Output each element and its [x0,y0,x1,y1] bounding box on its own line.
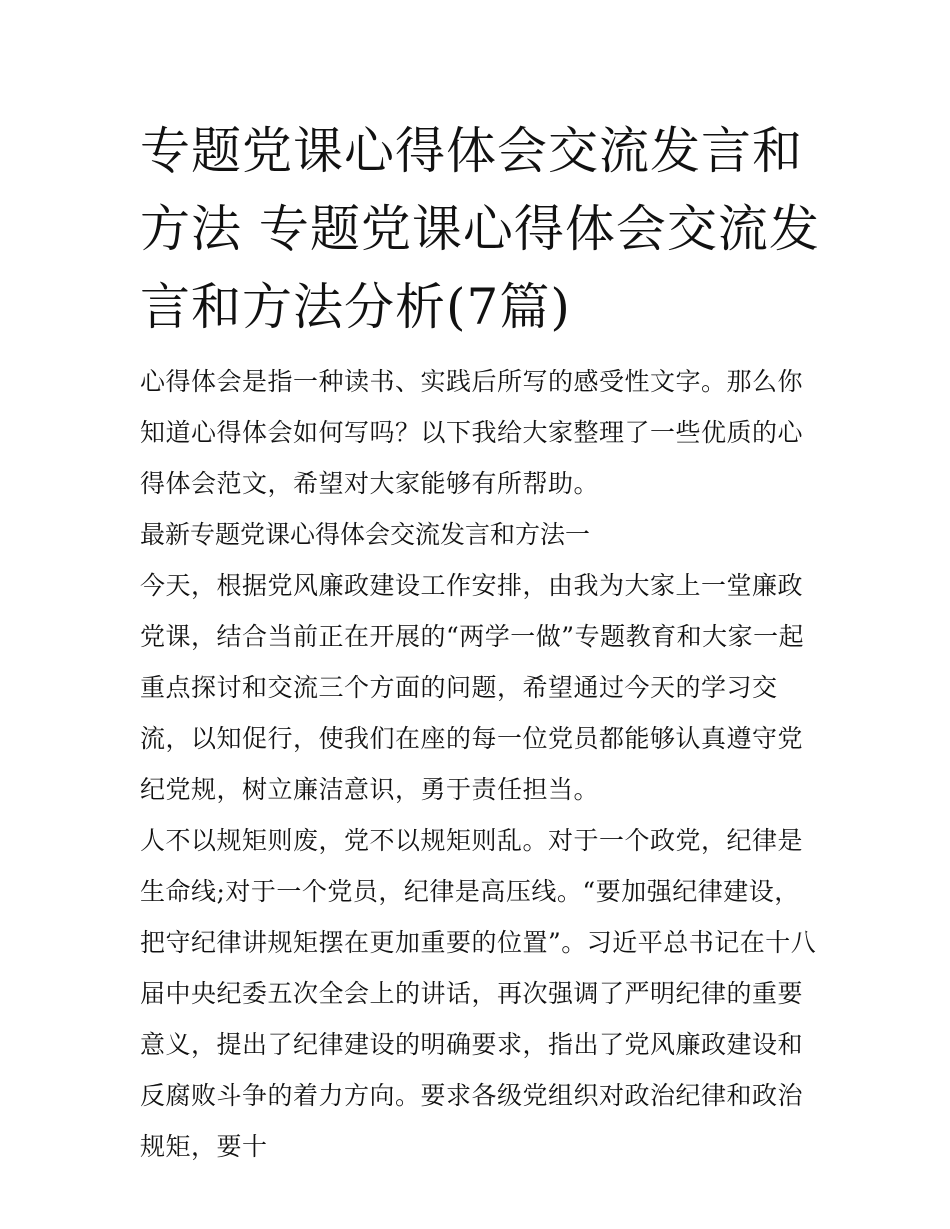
document-body [140,356,820,1172]
section-heading: 最新专题党课心得体会交流发言和方法一 [140,520,591,549]
body-paragraph-2: 人不以规矩则废，党不以规矩则乱。对于一个政党，纪律是生命线;对于一个党员，纪律是高压线。“要加强纪律建设，把守纪律讲规矩摆在更加重要的位置”。习近平总书记在十八届中央纪委五次全会上的讲话，再次强调了严明纪律的重要意义，提出了纪律建设的明确要求，指出了党风廉政建设和反腐败斗争的着力方向。要求各级党组织对政治纪律和政治规矩，要十 [140,826,817,1161]
document-title: 专题党课心得体会交流发言和方法 专题党课心得体会交流发言和方法分析(7篇) [140,122,820,336]
body-paragraph-1: 今天，根据党风廉政建设工作安排，由我为大家上一堂廉政党课，结合当前正在开展的“两学一做”专题教育和大家一起重点探讨和交流三个方面的问题，希望通过今天的学习交流，以知促行，使我们在座的每一位党员都能够认真遵守党纪党规，树立廉洁意识，勇于责任担当。 [140,571,805,804]
intro-paragraph: 心得体会是指一种读书、实践后所写的感受性文字。那么你知道心得体会如何写吗？以下我给大家整理了一些优质的心得体会范文，希望对大家能够有所帮助。 [140,367,804,498]
